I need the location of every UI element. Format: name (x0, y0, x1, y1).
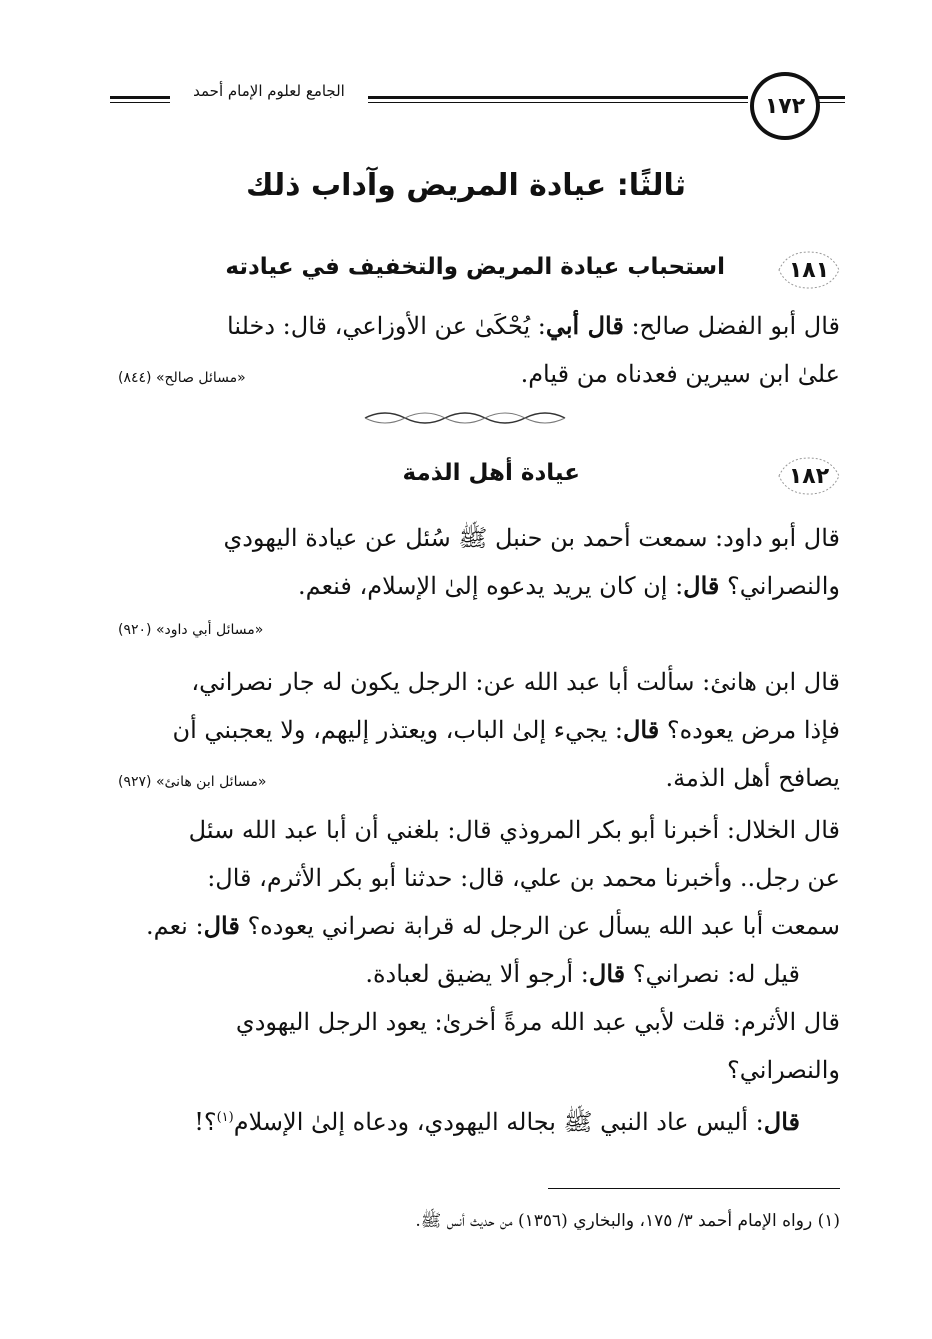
text-line: والنصراني؟ (727, 1056, 840, 1084)
text-line: والنصراني؟ قال: إن كان يريد يدعوه إلىٰ الإسلام، فنعم. (297, 571, 840, 600)
source-citation: «مسائل أبي داود» (٩٢٠) (118, 622, 264, 638)
text-line: فإذا مرض يعوده؟ قال: يجيء إلىٰ الباب، ويعتذر إليهم، ولا يعجبني أن (172, 715, 840, 744)
section-number: ١٨٢ (788, 463, 830, 489)
section-number-badge (773, 246, 845, 294)
header-rule (818, 96, 845, 103)
section-heading (100, 246, 845, 296)
section-title: استحباب عيادة المريض والتخفيف في عيادته (225, 254, 725, 280)
section-title: عيادة أهل الذمة (402, 460, 580, 486)
header-rule (110, 96, 170, 103)
paragraph (110, 514, 840, 610)
text-line: قيل له: نصراني؟ قال: أرجو ألا يضيق لعبادة. (365, 959, 800, 988)
text-line: عن رجل.. وأخبرنا محمد بن علي، قال: حدثنا أبو بكر الأثرم، قال: (207, 864, 840, 892)
text-line: قال أبو الفضل صالح: قال أبي: يُحْكَىٰ عن الأوزاعي، قال: دخلنا (227, 311, 840, 340)
footnote-separator (548, 1188, 840, 1189)
text-line: علىٰ ابن سيرين فعدناه من قيام. (520, 360, 840, 388)
header-rule (368, 96, 748, 103)
text-line: قال الأثرم: قلت لأبي عبد الله مرةً أخرىٰ: يعود الرجل اليهودي (235, 1008, 840, 1036)
chapter-title: ثالثًا: عيادة المريض وآداب ذلك (245, 168, 687, 203)
footnote: (١) رواه الإمام أحمد ٣/ ١٧٥، والبخاري (١٣٥٦) من حديث أنس ﷺ. (415, 1211, 840, 1231)
paragraph (110, 806, 840, 1146)
text-line: قال: أليس عاد النبي ﷺ بجاله اليهودي، ودعاه إلىٰ الإسلام$^{(١)}$؟! (194, 1107, 800, 1136)
running-header (110, 66, 845, 138)
text-line: قال أبو داود: سمعت أحمد بن حنبل ﷺ سُئل عن عيادة اليهودي (223, 524, 840, 552)
text-line: قال الخلال: أخبرنا أبو بكر المروذي قال: بلغني أن أبا عبد الله سئل (188, 816, 840, 844)
section-number: ١٨١ (788, 257, 830, 283)
section-number-badge (773, 452, 845, 500)
section-heading (100, 452, 845, 502)
source-citation: «مسائل ابن هانئ» (٩٢٧) (118, 774, 267, 790)
text-line: يصافح أهل الذمة. (665, 764, 840, 792)
text-line: سمعت أبا عبد الله يسأل عن الرجل له قرابة نصراني يعوده؟ قال: نعم. (146, 911, 840, 940)
divider-ornament-icon (360, 408, 570, 428)
footnote-marker: (١) (216, 1110, 234, 1125)
text-line: قال ابن هانئ: سألت أبا عبد الله عن: الرجل يكون له جار نصراني، (191, 668, 840, 696)
running-header-title: الجامع لعلوم الإمام أحمد (193, 82, 345, 100)
source-citation: «مسائل صالح» (٨٤٤) (118, 370, 246, 386)
page-number: ١٧٢ (750, 72, 820, 140)
